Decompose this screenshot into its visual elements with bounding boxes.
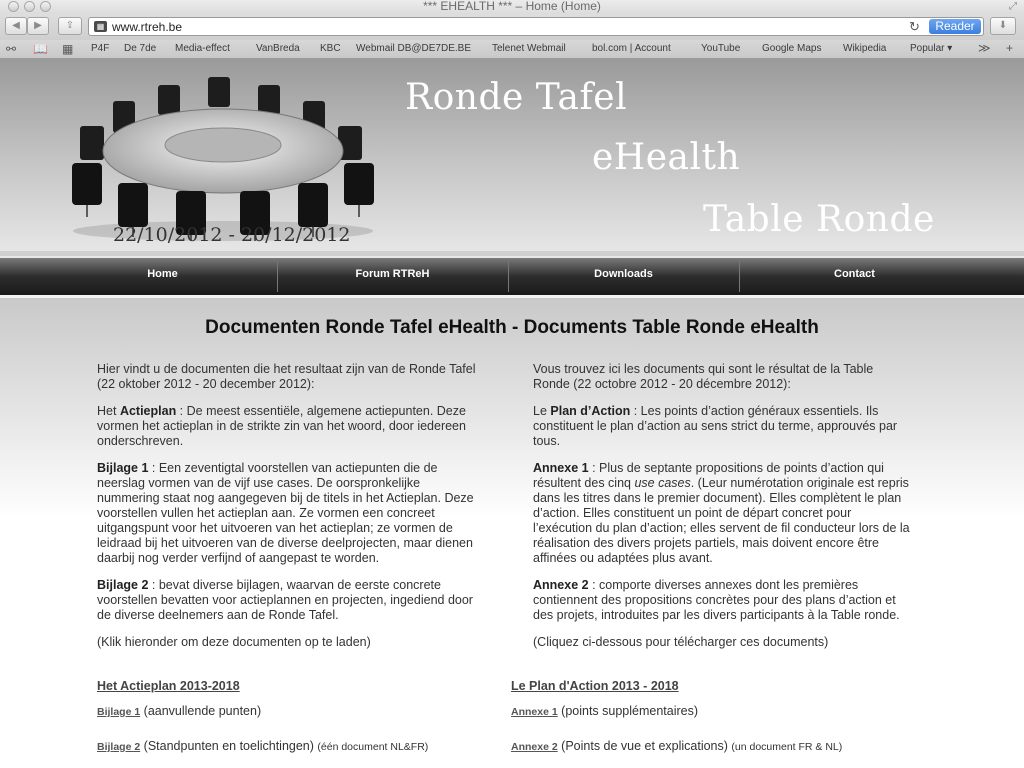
page-title: Documenten Ronde Tafel eHealth - Documents Table Ronde eHealth bbox=[205, 317, 819, 338]
add-tab-icon[interactable]: + bbox=[1006, 41, 1014, 55]
browser-toolbar bbox=[0, 14, 1024, 40]
window-title: *** EHEALTH *** – Home (Home) bbox=[423, 0, 601, 13]
back-arrow-icon: ◀ bbox=[12, 20, 20, 31]
nl-actieplan-paragraph bbox=[97, 404, 477, 449]
downloads-button[interactable] bbox=[990, 17, 1016, 35]
fr-annexe2-download bbox=[511, 739, 842, 753]
bookmarks-bar bbox=[0, 40, 1024, 59]
nav-contact[interactable]: Contact bbox=[834, 268, 875, 280]
round-table-illustration bbox=[58, 71, 388, 241]
bookmark-item[interactable]: Webmail DB@DE7DE.BE bbox=[356, 43, 471, 54]
fr-download-note: (Cliquez ci-dessous pour télécharger ces documents) bbox=[533, 635, 829, 649]
nav-home[interactable]: Home bbox=[147, 268, 178, 280]
nav-downloads[interactable]: Downloads bbox=[594, 268, 653, 280]
nl-actieplan-text: : De meest essentiële, algemene actiepunten. Deze vormen het actieplan in de strikte zin van het woord, door iedereen onderschreven. bbox=[97, 404, 466, 448]
bookmark-item[interactable]: YouTube bbox=[701, 43, 741, 54]
nl-bijlage1-text: : Een zeventigtal voorstellen van actiepunten die de neerslag vormen van de vijf use cases. De oorspronkelijke nummering staat nog aangegeven bij de titels in het Actieplan. Deze voorstellen vullen het actieplan aan. Ze vormen een concreet uitgangspunt voor het uitvoeren van het actieplan; ze vormen de leidraad bij het uitvoeren van de diverse deelprojecten, maar dienen daarbij nog verder verfijnd of aangepast te worden. bbox=[97, 461, 474, 565]
site-favicon-icon: ▦ bbox=[94, 21, 107, 32]
nl-bijlage1-download bbox=[97, 704, 261, 718]
web-page bbox=[0, 59, 1024, 768]
reader-button[interactable]: Reader bbox=[929, 19, 981, 34]
bookmark-item[interactable]: Google Maps bbox=[762, 43, 822, 54]
fr-plan-paragraph bbox=[533, 404, 913, 449]
bookmark-item[interactable]: P4F bbox=[91, 43, 110, 54]
fr-annexe1-text-a: : Plus de septante propositions de points d’action qui résultent des cinq bbox=[533, 461, 884, 490]
bookmark-item[interactable]: Popular ▾ bbox=[910, 43, 953, 54]
window-titlebar bbox=[0, 0, 1024, 14]
fr-plan-term: Plan d’Action bbox=[550, 404, 631, 418]
fr-plan-link[interactable]: Le Plan d'Action 2013 - 2018 bbox=[511, 679, 679, 693]
fr-plan-text: : Les points d’action généraux essentiels. Ils constituent le plan d’action au sens strict du terme, approuvés par tous. bbox=[533, 404, 898, 448]
share-icon: ⇪ bbox=[65, 20, 75, 31]
nl-column bbox=[97, 362, 477, 662]
nl-bijlage2-download bbox=[97, 739, 428, 753]
fr-annexe1-paragraph bbox=[533, 461, 913, 566]
header-dates: 22/10/2012 - 20/12/2012 bbox=[113, 224, 351, 246]
bookmark-item[interactable]: VanBreda bbox=[256, 43, 300, 54]
nl-bijlage2-paragraph bbox=[97, 578, 477, 623]
download-icon: ⬇ bbox=[998, 20, 1008, 31]
fr-column bbox=[533, 362, 913, 662]
header-title-nl: Ronde Tafel bbox=[405, 77, 628, 118]
nav-forum[interactable]: Forum RTReH bbox=[355, 268, 430, 280]
fr-annexe1-term: Annexe 1 bbox=[533, 461, 589, 475]
nl-bijlage2-term: Bijlage 2 bbox=[97, 578, 149, 592]
main-nav bbox=[0, 256, 1024, 298]
header-title-fr: Table Ronde bbox=[703, 199, 935, 240]
nl-intro: Hier vindt u de documenten die het resultaat zijn van de Ronde Tafel (22 oktober 2012 - 20 december 2012): bbox=[97, 362, 476, 391]
more-bookmarks-icon[interactable]: ≫ bbox=[978, 41, 991, 55]
fr-annexe2-link[interactable]: Annexe 2 bbox=[511, 741, 558, 753]
fr-annexe1-download bbox=[511, 704, 698, 718]
fullscreen-icon[interactable]: ⤢ bbox=[1009, 1, 1017, 12]
fr-annexe1-text-b: . (Leur numérotation originale est repris dans les titres dans le premier document). Elles complètent le plan d’action. Elles constituent un point de départ concret pour l’exécution du plan d’action; elles servent de fil conducteur lors de la réalisation des divers projets partiels, mais doivent encore être affinées ou adaptées plus avant. bbox=[533, 476, 910, 565]
fr-annexe2-text: : comporte diverses annexes dont les premières contiennent des propositions concrètes pour des plans d’action et des projets, introduites par les divers participants à la Table ronde. bbox=[533, 578, 900, 622]
nl-bijlage1-desc: (aanvullende punten) bbox=[140, 704, 262, 718]
fr-annexe1-link[interactable]: Annexe 1 bbox=[511, 706, 558, 718]
fr-intro: Vous trouvez ici les documents qui sont le résultat de la Table Ronde (22 octobre 2012 - 20 décembre 2012): bbox=[533, 362, 874, 391]
forward-arrow-icon: ▶ bbox=[34, 20, 42, 31]
bookmarks-book-icon[interactable]: 📖 bbox=[33, 42, 48, 56]
nl-p1-prefix: Het bbox=[97, 404, 120, 418]
forward-button[interactable] bbox=[27, 17, 49, 35]
fr-annexe2-desc: (Points de vue et explications) bbox=[557, 739, 732, 753]
bookmark-item[interactable]: KBC bbox=[320, 43, 341, 54]
nl-download-note: (Klik hieronder om deze documenten op te laden) bbox=[97, 635, 371, 649]
url-text[interactable]: www.rtreh.be bbox=[112, 20, 183, 34]
header-title-ehealth: eHealth bbox=[592, 137, 741, 178]
reading-list-icon[interactable]: ⚯ bbox=[6, 42, 17, 56]
fr-p1-prefix: Le bbox=[533, 404, 551, 418]
reload-icon[interactable]: ↻ bbox=[909, 19, 920, 34]
nl-actieplan-term: Actieplan bbox=[119, 404, 177, 418]
bookmark-item[interactable]: Telenet Webmail bbox=[492, 43, 566, 54]
nl-bijlage2-note: (één document NL&FR) bbox=[317, 741, 429, 753]
bookmark-item[interactable]: De 7de bbox=[124, 43, 157, 54]
back-button[interactable] bbox=[5, 17, 27, 35]
bookmark-item[interactable]: Wikipedia bbox=[843, 43, 887, 54]
fr-annexe2-term: Annexe 2 bbox=[533, 578, 589, 592]
nl-actieplan-link[interactable]: Het Actieplan 2013-2018 bbox=[97, 679, 240, 693]
bookmark-item[interactable]: bol.com | Account bbox=[592, 43, 671, 54]
share-button[interactable] bbox=[58, 17, 82, 35]
nl-bijlage2-desc: (Standpunten en toelichtingen) bbox=[140, 739, 318, 753]
site-header bbox=[0, 59, 1024, 251]
fr-annexe1-desc: (points supplémentaires) bbox=[557, 704, 699, 718]
nl-bijlage2-text: : bevat diverse bijlagen, waarvan de eerste concrete voorstellen bevatten voor actieplannen en projecten, ingediend door de diverse deelnemers aan de Ronde Tafel. bbox=[97, 578, 473, 622]
address-bar[interactable] bbox=[88, 17, 984, 36]
nl-bijlage1-link[interactable]: Bijlage 1 bbox=[97, 706, 141, 718]
top-sites-grid-icon[interactable]: ▦ bbox=[62, 42, 74, 56]
nl-bijlage1-paragraph bbox=[97, 461, 477, 566]
bookmark-item[interactable]: Media-effect bbox=[175, 43, 230, 54]
fr-annexe1-emphasis: use cases bbox=[634, 476, 691, 490]
nl-bijlage1-term: Bijlage 1 bbox=[97, 461, 149, 475]
fr-annexe2-paragraph bbox=[533, 578, 913, 623]
nl-bijlage2-link[interactable]: Bijlage 2 bbox=[97, 741, 141, 753]
fr-annexe2-note: (un document FR & NL) bbox=[731, 741, 843, 753]
